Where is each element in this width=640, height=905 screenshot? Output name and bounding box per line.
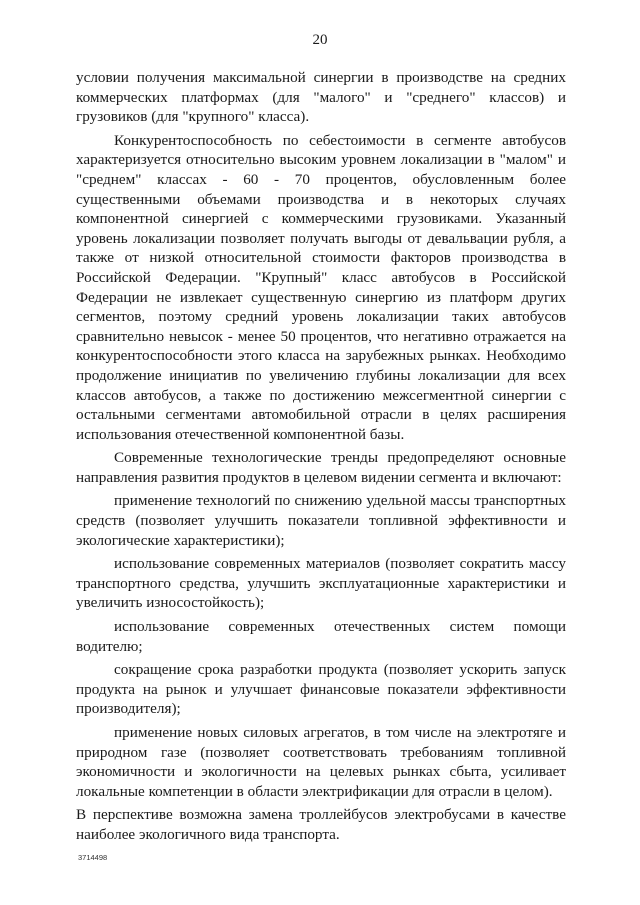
document-id: 3714498 [78, 853, 108, 862]
list-item-modern-materials: использование современных материалов (позволяет сократить массу транспортного средства, улучшить эксплуатационные характеристики и увеличить износостойкость); [76, 555, 566, 612]
document-body [76, 68, 566, 849]
paragraph-trolleybus-replacement: В перспективе возможна замена троллейбусов электробусами в качестве наиболее экологичного вида транспорта. [76, 806, 566, 843]
paragraph-continuation: условии получения максимальной синергии в производстве на средних коммерческих платформах (для "малого" и "среднего" классов) и грузовиков (для "крупного" класса). [76, 69, 566, 126]
list-item-mass-reduction: применение технологий по снижению удельной массы транспортных средств (позволяет улучшить показатели топливной эффективности и экологические характеристики); [76, 492, 566, 549]
page-number: 20 [312, 32, 328, 48]
list-item-development-time: сокращение срока разработки продукта (позволяет ускорить запуск продукта на рынок и улучшает финансовые показатели эффективности производителя); [76, 661, 566, 718]
list-item-new-powertrains: применение новых силовых агрегатов, в том числе на электротяге и природном газе (позволяет соответствовать требованиям топливной экономичности и экологичности на целевых рынках сбыта, усиливает локальные компетенции в области электрификации для отрасли в целом). [76, 724, 566, 800]
list-item-driver-assistance: использование современных отечественных систем помощи водителю; [76, 618, 566, 655]
paragraph-technology-trends: Современные технологические тренды предопределяют основные направления развития продуктов в целевом видении сегмента и включают: [76, 449, 566, 486]
paragraph-bus-competitiveness: Конкурентоспособность по себестоимости в сегменте автобусов характеризуется относительно высоким уровнем локализации в "малом" и "среднем" классах - 60 - 70 процентов, обусловленным более существенными объемами производства и в некоторых случаях компонентной синергией с коммерческими грузовиками. Указанный уровень локализации позволяет получать выгоды от девальвации рубля, а также от низкой относительной стоимости факторов производства в Российской Федерации. "Крупный" класс автобусов в Российской Федерации не извлекает существенную синергию из платформ других сегментов, поэтому средний уровень локализации таких автобусов сравнительно невысок - менее 50 процентов, что негативно отражается на конкурентоспособности этого класса на зарубежных рынках. Необходимо продолжение инициатив по увеличению глубины локализации для всех классов автобусов, а также по достижению межсегментной синергии с остальными сегментами автомобильной отрасли в целях расширения использования отечественной компонентной базы. [76, 131, 566, 443]
